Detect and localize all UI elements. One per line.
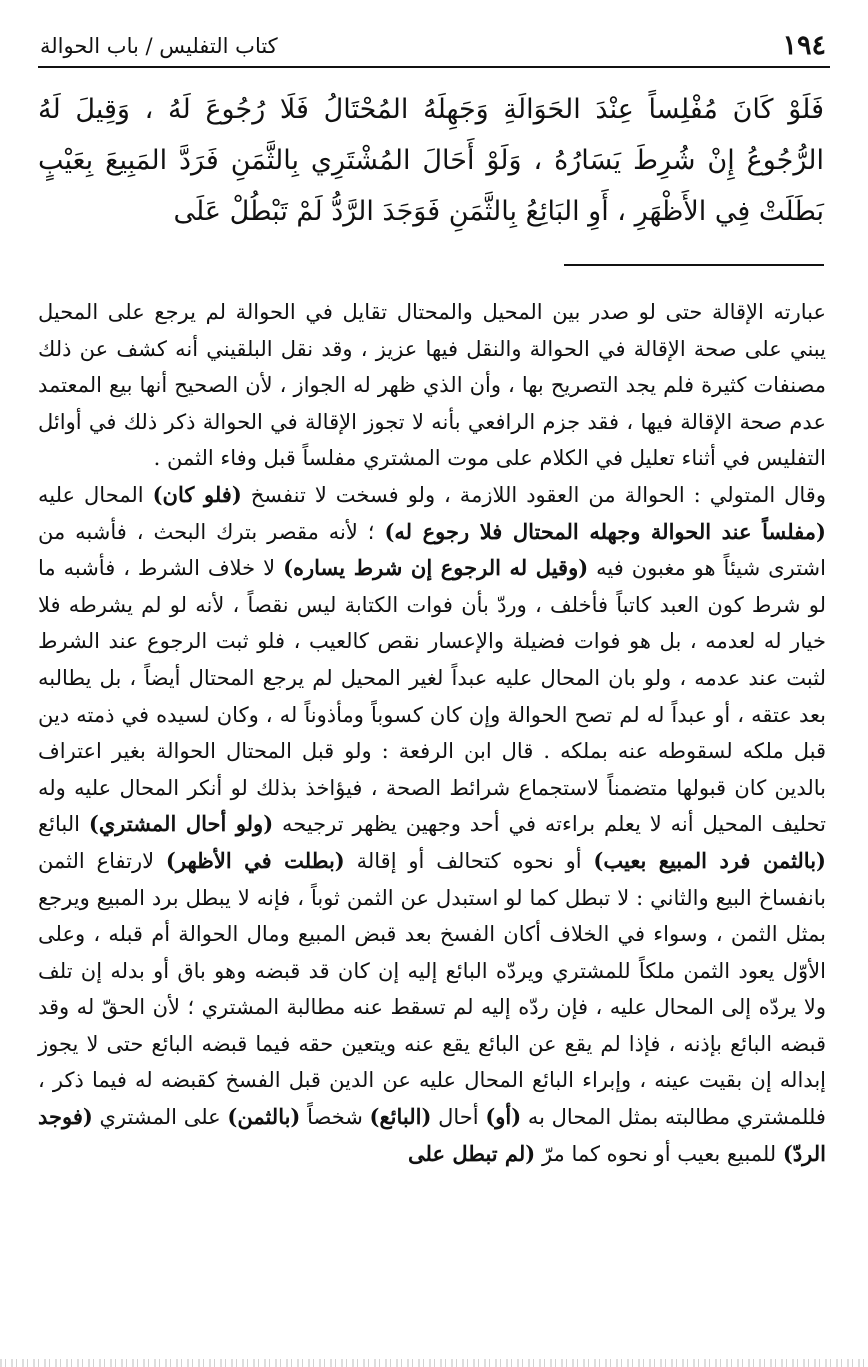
commentary-text: للمبيع بعيب أو نحوه كما مرّ	[541, 1141, 777, 1166]
matn-text-block	[38, 84, 824, 237]
section-divider	[564, 264, 824, 266]
matn-quote: (بطلت في الأظهر)	[165, 847, 345, 873]
matn-quote: (ولو أحال المشتري)	[88, 811, 274, 837]
commentary-text: ؛ لأنه مقصر بترك البحث ، فأشبه من اشترى شيئاً هو مغبون فيه	[38, 519, 826, 581]
commentary-paragraph	[38, 477, 826, 1172]
commentary-text: لارتفاع الثمن بانفساخ البيع والثاني : لا تبطل كما لو استبدل عن الثمن ثوباً ، فإنه لا يبطل برد المبيع ويرجع بمثل الثمن ، وسواء في الخلاف أكان الفسخ بعد قبض المبيع ومال الحوالة أم قبله ، وعلى الأوّل يعود الثمن ملكاً للمشتري ويردّه البائع إليه إن كان قد قبضه وهو باق أو بدله إن تلف ولا يردّه إلى المحال عليه ، فإن ردّه إليه لم تسقط عنه مطالبة المشتري ؛ لأن الحقّ له وقد قبضه البائع بإذنه ، فإذا لم يقع عن البائع يقع عنه ويتعين حقه فيما قبضه البائع حتى لا يجوز إبداله إن بقيت عينه ، وإبراء البائع المحال عليه عن الدين قبل الفسخ كقبضه له فيما ذكر ، فللمشتري مطالبته بمثل المحال به	[38, 848, 826, 1130]
page-number: ١٩٤	[782, 30, 826, 61]
scan-edge-noise	[0, 1359, 868, 1367]
page-header	[38, 28, 830, 68]
commentary-text: وقال المتولي : الحوالة من العقود اللازمة ، ولو فسخت لا تنفسخ	[250, 482, 826, 507]
commentary-text: المحال عليه	[38, 482, 144, 507]
matn-quote: (لم تبطل على	[408, 1140, 536, 1166]
matn-quote: (وقيل له الرجوع إن شرط يساره)	[283, 555, 589, 581]
matn-quote: (فوجد الردّ)	[38, 1104, 826, 1166]
commentary-text-block	[38, 294, 826, 1172]
matn-quote: (البائع)	[369, 1104, 432, 1130]
commentary-text: البائع	[38, 812, 80, 837]
commentary-text: شخصاً	[307, 1105, 363, 1130]
commentary-text: عبارته الإقالة حتى لو صدر بين المحيل والمحتال تقايل في الحوالة لم يرجع على المحيل يبني على صحة الإقالة في الحوالة والنقل فيها عزيز ، وقد نقل البلقيني أنه كشف عن ذلك مصنفات كثيرة فلم يجد التصريح بها ، وأن الذي ظهر له الجواز ، لأن الصحيح أنها بيع المعتمد عدم صحة الإقالة فيها ، فقد جزم الرافعي بأنه لا تجوز الإقالة في الحوالة ذكر ذلك في أوائل التفليس في أثناء تعليل في الكلام على موت المشتري مفلساً قبل وفاء الثمن .	[38, 300, 826, 471]
matn-quote: (بالثمن فرد المبيع بعيب)	[593, 847, 826, 873]
commentary-text: أو نحوه كتحالف أو إقالة	[356, 848, 582, 873]
commentary-text: لا خلاف الشرط ، فأشبه ما لو شرط كون العبد كاتباً فأخلف ، وردّ بأن فوات الكتابة ليس نقصاً ، لأنه لو لم يشرطه فلا خيار له لعدمه ، بل هو فوات فضيلة والإعسار نقص كالعيب ، فلو ثبت الرجوع عند الشرط لثبت عند عدمه ، ولو بان المحال عليه عبداً لغير المحيل لم يرجع المحتال أيضاً ، بل يطالبه بعد عتقه ، أو عبداً له لم تصح الحوالة وإن كان كسوباً ومأذوناً له ، وكان لسيده في ذمته دين قبل ملكه لسقوطه عنه بملكه . قال ابن الرفعة : ولو قبل المحتال الحوالة بغير اعتراف بالدين كان قبولها متضمناً لاستجماع شرائط الصحة ، فيؤاخذ بذلك لو أنكر المحال عليه وله تحليف المحيل أنه لا يعلم براءته في أحد وجهين يظهر ترجيحه	[38, 556, 826, 837]
commentary-text: على المشتري	[99, 1105, 221, 1130]
matn-paragraph: فَلَوْ كَانَ مُفْلِساً عِنْدَ الحَوَالَةِ وَجَهِلَهُ المُحْتَالُ فَلَا رُجُوعَ لَهُ ، وَقِيلَ لَهُ الرُّجُوعُ إِنْ شُرِطَ يَسَارُهُ ، وَلَوْ أَحَالَ المُشْتَرِي بِالثَّمَنِ فَرَدَّ المَبِيعَ بِعَيْبٍ بَطَلَتْ فِي الأَظْهَرِ ، أَوِ البَائِعُ بِالثَّمَنِ فَوَجَدَ الرَّدُّ لَمْ تَبْطُلْ عَلَى	[38, 94, 824, 227]
matn-quote: (بالثمن)	[227, 1104, 301, 1130]
matn-quote: (أو)	[485, 1104, 522, 1130]
matn-quote: (مفلساً عند الحوالة وجهله المحتال فلا رجوع له)	[384, 518, 826, 544]
commentary-text: أحال	[438, 1105, 479, 1130]
matn-quote: (فلو كان)	[152, 481, 242, 507]
running-title: كتاب التفليس / باب الحوالة	[40, 34, 278, 58]
commentary-paragraph	[38, 294, 826, 477]
